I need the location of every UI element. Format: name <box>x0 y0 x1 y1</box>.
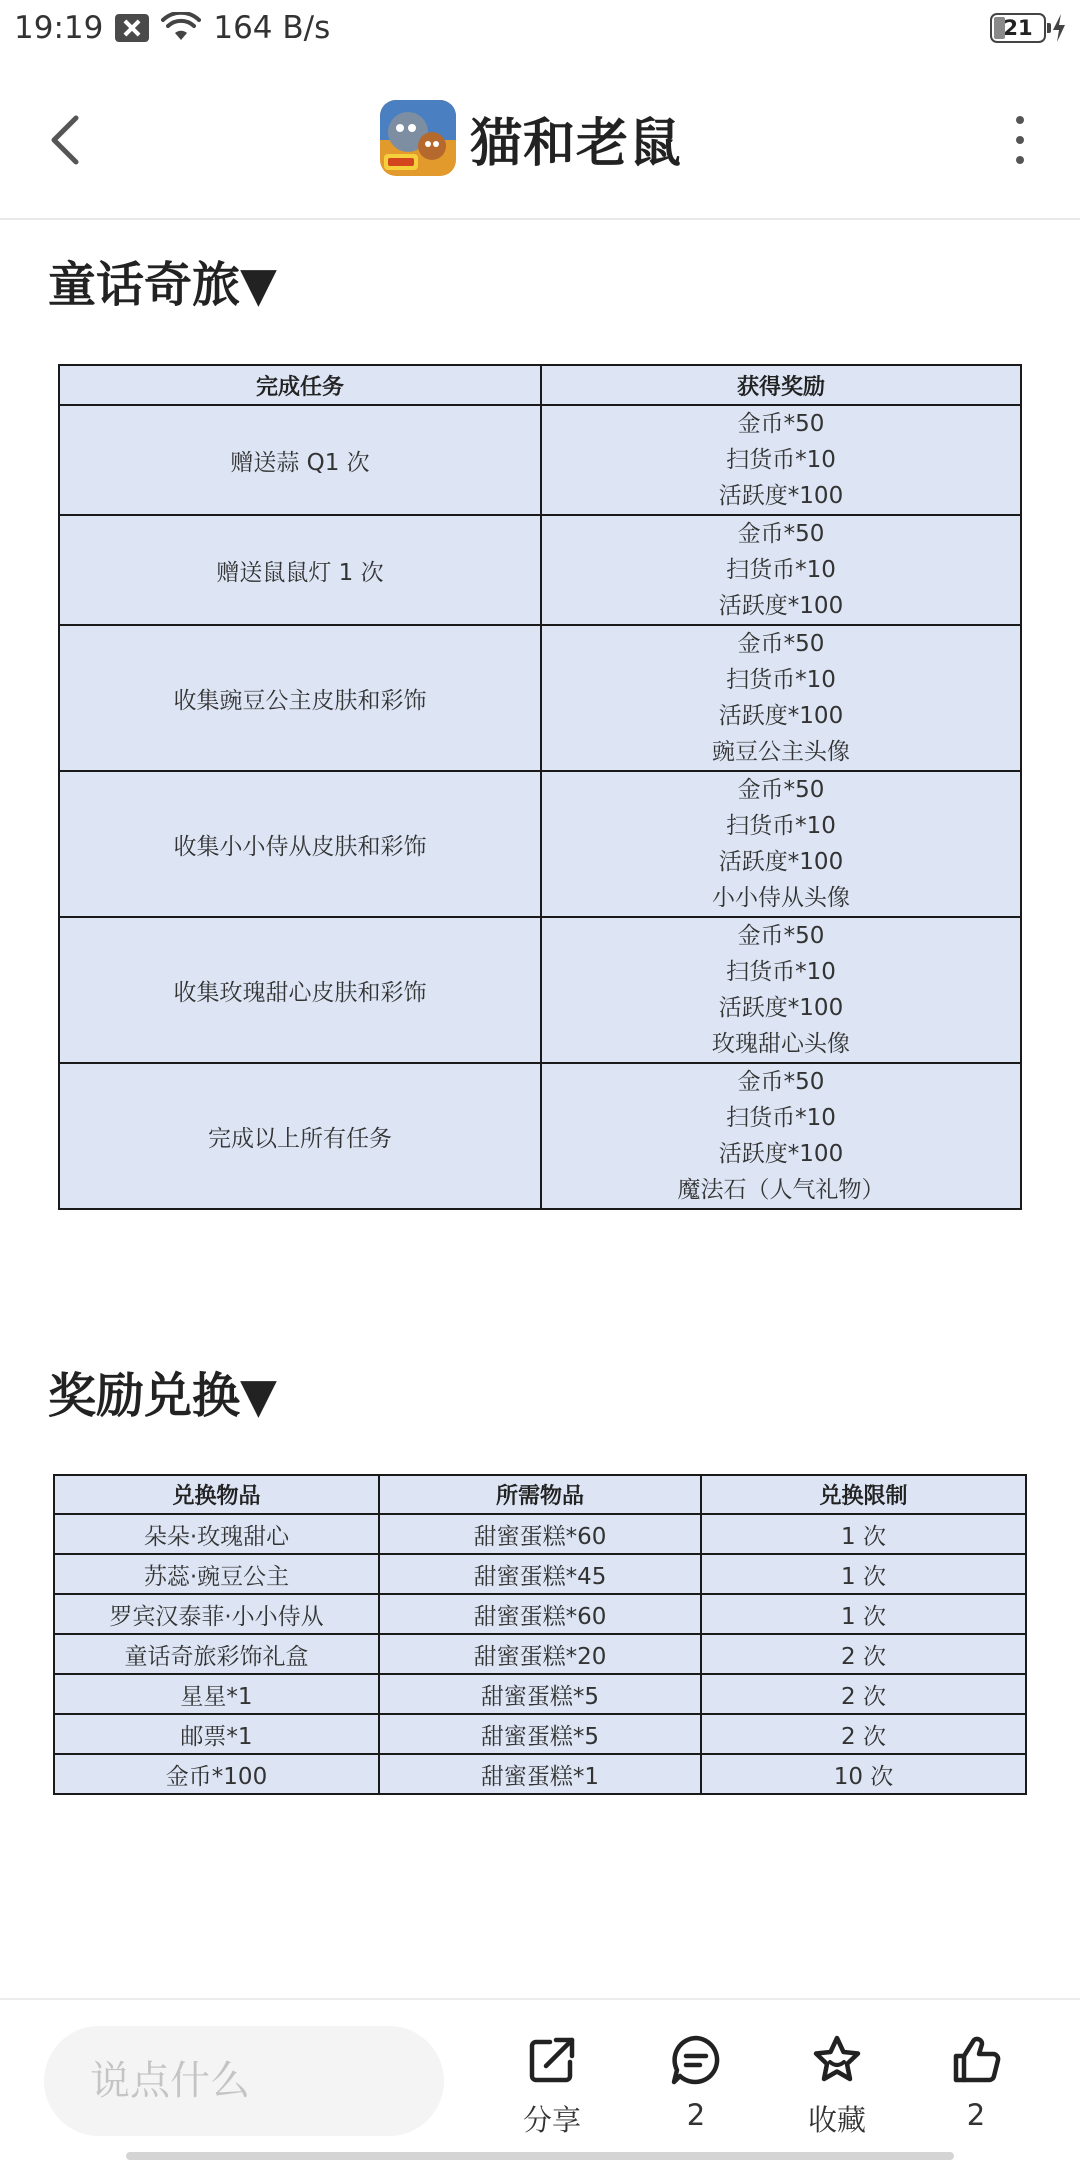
table-row <box>59 515 1021 625</box>
page-title: 猫和老鼠 <box>470 113 683 174</box>
header-center <box>380 100 682 176</box>
share-label: 分享 <box>522 2103 581 2137</box>
task-cell: 收集玫瑰甜心皮肤和彩饰 <box>59 917 541 1063</box>
table-row <box>54 1514 1026 1554</box>
item-cell: 童话奇旅彩饰礼盒 <box>54 1634 379 1674</box>
table-row <box>54 1594 1026 1634</box>
table-header-cell: 兑换限制 <box>701 1475 1026 1514</box>
reward-item: 金币*50 <box>737 521 825 547</box>
reward-item: 金币*50 <box>737 631 825 657</box>
favorite-label: 收藏 <box>807 2103 866 2137</box>
limit-cell: 2 次 <box>701 1634 1026 1674</box>
table-row <box>59 625 1021 771</box>
comment-button[interactable] <box>641 2032 751 2132</box>
reward-item: 活跃度*100 <box>718 593 844 619</box>
comment-count: 2 <box>686 2098 706 2132</box>
battery-level: 21 <box>1003 16 1033 40</box>
comment-icon <box>668 2032 724 2088</box>
status-bar <box>0 0 1080 56</box>
home-indicator[interactable] <box>126 2152 954 2160</box>
limit-cell: 2 次 <box>701 1714 1026 1754</box>
table-row <box>54 1674 1026 1714</box>
chevron-left-icon <box>46 112 86 168</box>
reward-item: 魔法石（人气礼物） <box>677 1177 885 1203</box>
reward-item: 玫瑰甜心头像 <box>712 1031 850 1057</box>
table-row <box>54 1554 1026 1594</box>
notification-blocked-icon <box>115 14 149 42</box>
reward-cell <box>541 771 1021 917</box>
reward-item: 扫货币*10 <box>726 667 836 693</box>
cost-cell: 甜蜜蛋糕*60 <box>379 1594 701 1634</box>
status-left <box>14 6 330 50</box>
reward-item: 活跃度*100 <box>718 849 844 875</box>
table-row <box>54 1754 1026 1794</box>
status-time: 19:19 <box>14 10 104 46</box>
table-header-cell: 完成任务 <box>59 365 541 405</box>
reward-cell <box>541 405 1021 515</box>
table-row <box>54 1714 1026 1754</box>
bottom-action-bar <box>0 1998 1080 2160</box>
table-header-cell: 所需物品 <box>379 1475 701 1514</box>
reward-cell <box>541 1063 1021 1209</box>
item-cell: 邮票*1 <box>54 1714 379 1754</box>
task-cell: 赠送蒜 Q1 次 <box>59 405 541 515</box>
reward-item: 金币*50 <box>737 1069 825 1095</box>
table-row <box>59 771 1021 917</box>
limit-cell: 1 次 <box>701 1594 1026 1634</box>
task-cell: 完成以上所有任务 <box>59 1063 541 1209</box>
cost-cell: 甜蜜蛋糕*5 <box>379 1714 701 1754</box>
reward-item: 活跃度*100 <box>718 995 844 1021</box>
share-icon <box>524 2032 580 2088</box>
comment-input[interactable] <box>44 2026 444 2136</box>
task-cell: 收集豌豆公主皮肤和彩饰 <box>59 625 541 771</box>
item-cell: 苏蕊·豌豆公主 <box>54 1554 379 1594</box>
reward-item: 扫货币*10 <box>726 1105 836 1131</box>
reward-item: 金币*50 <box>737 777 825 803</box>
more-options-button[interactable] <box>1008 112 1032 168</box>
item-cell: 星星*1 <box>54 1674 379 1714</box>
item-cell: 金币*100 <box>54 1754 379 1794</box>
reward-cell <box>541 625 1021 771</box>
share-button[interactable] <box>497 2032 607 2139</box>
item-cell: 朵朵·玫瑰甜心 <box>54 1514 379 1554</box>
cost-cell: 甜蜜蛋糕*1 <box>379 1754 701 1794</box>
reward-cell <box>541 917 1021 1063</box>
table-row <box>59 917 1021 1063</box>
back-button[interactable] <box>38 108 94 172</box>
table-row <box>54 1634 1026 1674</box>
task-cell: 收集小小侍从皮肤和彩饰 <box>59 771 541 917</box>
table-header-row <box>59 365 1021 405</box>
reward-item: 活跃度*100 <box>718 1141 844 1167</box>
status-right <box>990 10 1068 46</box>
limit-cell: 10 次 <box>701 1754 1026 1794</box>
limit-cell: 2 次 <box>701 1674 1026 1714</box>
section-title-reward-exchange: 奖励兑换▼ <box>48 1368 277 1424</box>
reward-item: 金币*50 <box>737 411 825 437</box>
cost-cell: 甜蜜蛋糕*5 <box>379 1674 701 1714</box>
top-nav-bar <box>0 56 1080 220</box>
reward-item: 豌豆公主头像 <box>712 739 850 765</box>
table-header-row <box>54 1475 1026 1514</box>
cost-cell: 甜蜜蛋糕*45 <box>379 1554 701 1594</box>
reward-cell <box>541 515 1021 625</box>
like-button[interactable] <box>921 2032 1031 2132</box>
reward-item: 扫货币*10 <box>726 813 836 839</box>
limit-cell: 1 次 <box>701 1554 1026 1594</box>
task-reward-table <box>58 364 1022 1210</box>
reward-item: 扫货币*10 <box>726 557 836 583</box>
like-count: 2 <box>966 2098 986 2132</box>
reward-item: 金币*50 <box>737 923 825 949</box>
battery-icon <box>990 13 1046 43</box>
reward-item: 活跃度*100 <box>718 703 844 729</box>
task-cell: 赠送鼠鼠灯 1 次 <box>59 515 541 625</box>
cost-cell: 甜蜜蛋糕*20 <box>379 1634 701 1674</box>
reward-item: 活跃度*100 <box>718 483 844 509</box>
table-header-cell: 兑换物品 <box>54 1475 379 1514</box>
app-logo-icon[interactable] <box>380 100 456 176</box>
reward-item: 扫货币*10 <box>726 447 836 473</box>
wifi-icon <box>161 12 201 44</box>
charging-icon <box>1050 13 1068 43</box>
cost-cell: 甜蜜蛋糕*60 <box>379 1514 701 1554</box>
favorite-button[interactable] <box>782 2032 892 2139</box>
network-speed: 164 B/s <box>213 10 331 46</box>
star-icon <box>809 2032 865 2088</box>
thumbs-up-icon <box>948 2032 1004 2088</box>
table-row <box>59 1063 1021 1209</box>
section-title-fairy-journey: 童话奇旅▼ <box>48 257 277 313</box>
table-row <box>59 405 1021 515</box>
exchange-table <box>53 1474 1027 1795</box>
limit-cell: 1 次 <box>701 1514 1026 1554</box>
reward-item: 小小侍从头像 <box>712 885 850 911</box>
item-cell: 罗宾汉泰菲·小小侍从 <box>54 1594 379 1634</box>
reward-item: 扫货币*10 <box>726 959 836 985</box>
more-vertical-icon <box>1016 116 1024 124</box>
table-header-cell: 获得奖励 <box>541 365 1021 405</box>
